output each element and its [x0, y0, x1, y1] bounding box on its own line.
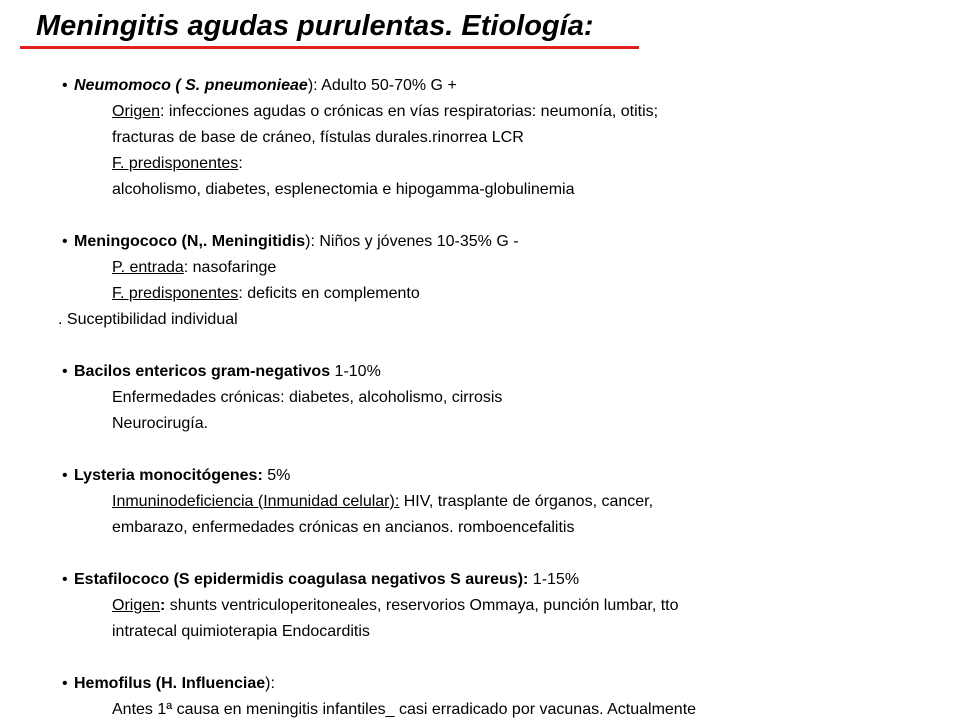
- neumococo-origen-cont: fracturas de base de cráneo, fístulas durales.rinorrea LCR: [112, 129, 524, 146]
- hemofilus-stats: ):: [265, 675, 275, 692]
- bullet-icon: •: [62, 571, 68, 588]
- bacilos-stats: 1-10%: [330, 363, 381, 380]
- estafilococo-line-2: intratecal quimioterapia Endocarditis: [112, 623, 370, 640]
- hemofilus-heading: [62, 671, 952, 697]
- bullet-icon: •: [62, 467, 68, 484]
- lysteria-stats: 5%: [262, 467, 291, 484]
- lysteria-line-2: embarazo, enfermedades crónicas en ancianos. romboencefalitis: [112, 519, 575, 536]
- bullet-icon: •: [62, 233, 68, 250]
- bacilos-heading: [62, 359, 952, 385]
- meningococo-fpred: [62, 281, 952, 307]
- origen-colon: :: [160, 597, 166, 614]
- neumococo-heading: [62, 73, 952, 99]
- bullet-icon: •: [62, 363, 68, 380]
- hemofilus-name: Hemofilus (H. Influenciae: [74, 675, 266, 692]
- lysteria-name: Lysteria monocitógenes:: [74, 467, 263, 484]
- neumococo-fpred-text: alcoholismo, diabetes, esplenectomia e hipogamma-globulinemia: [112, 181, 575, 198]
- meningococo-extra: . Suceptibilidad individual: [58, 311, 238, 328]
- meningococo-stats: ): Niños y jóvenes 10-35% G -: [305, 233, 519, 250]
- fpred-label: F. predisponentes: [112, 155, 239, 172]
- inmuno-label: Inmuninodeficiencia (Inmunidad celular):: [112, 493, 400, 510]
- neumococo-name: Neumomoco ( S. pneumonieae: [74, 77, 308, 94]
- estafilococo-origen: [62, 593, 952, 619]
- lysteria-heading: [62, 463, 952, 489]
- inmuno-text: HIV, trasplante de órganos, cancer,: [399, 493, 654, 510]
- neumococo-fpred: [62, 151, 952, 177]
- bullet-icon: •: [62, 675, 68, 692]
- origen-text: shunts ventriculoperitoneales, reservorios Ommaya, punción lumbar, tto: [165, 597, 679, 614]
- pentrada-label: P. entrada: [112, 259, 184, 276]
- title-underline-rule: [20, 46, 639, 49]
- estafilococo-name: Estafilococo (S epidermidis coagulasa negativos S aureus):: [74, 571, 529, 588]
- slide-content: [58, 73, 952, 723]
- estafilococo-stats: 1-15%: [528, 571, 580, 588]
- fpred-label: F. predisponentes: [112, 285, 239, 302]
- bacilos-name: Bacilos entericos gram-negativos: [74, 363, 331, 380]
- origen-label: Origen: [112, 103, 161, 120]
- neumococo-origen: [62, 99, 952, 125]
- lysteria-inmuno: [62, 489, 952, 515]
- origen-text: : infecciones agudas o crónicas en vías respiratorias: neumonía, otitis;: [160, 103, 659, 120]
- origen-label: Origen: [112, 597, 161, 614]
- estafilococo-heading: [62, 567, 952, 593]
- hemofilus-line-1: Antes 1ª causa en meningitis infantiles_ casi erradicado por vacunas. Actualmente: [112, 701, 697, 718]
- fpred-colon: :: [238, 155, 243, 172]
- fpred-text: : deficits en complemento: [238, 285, 420, 302]
- pentrada-text: : nasofaringe: [183, 259, 277, 276]
- bacilos-line-2: Neurocirugía.: [112, 415, 209, 432]
- meningococo-pentrada: [62, 255, 952, 281]
- neumococo-stats: ): Adulto 50-70% G +: [307, 77, 457, 94]
- bullet-icon: •: [62, 77, 68, 94]
- slide-title: Meningitis agudas purulentas. Etiología:: [36, 10, 594, 42]
- bacilos-line-1: Enfermedades crónicas: diabetes, alcoholismo, cirrosis: [112, 389, 503, 406]
- meningococo-heading: [62, 229, 952, 255]
- meningococo-name: Meningococo (N,. Meningitidis: [74, 233, 306, 250]
